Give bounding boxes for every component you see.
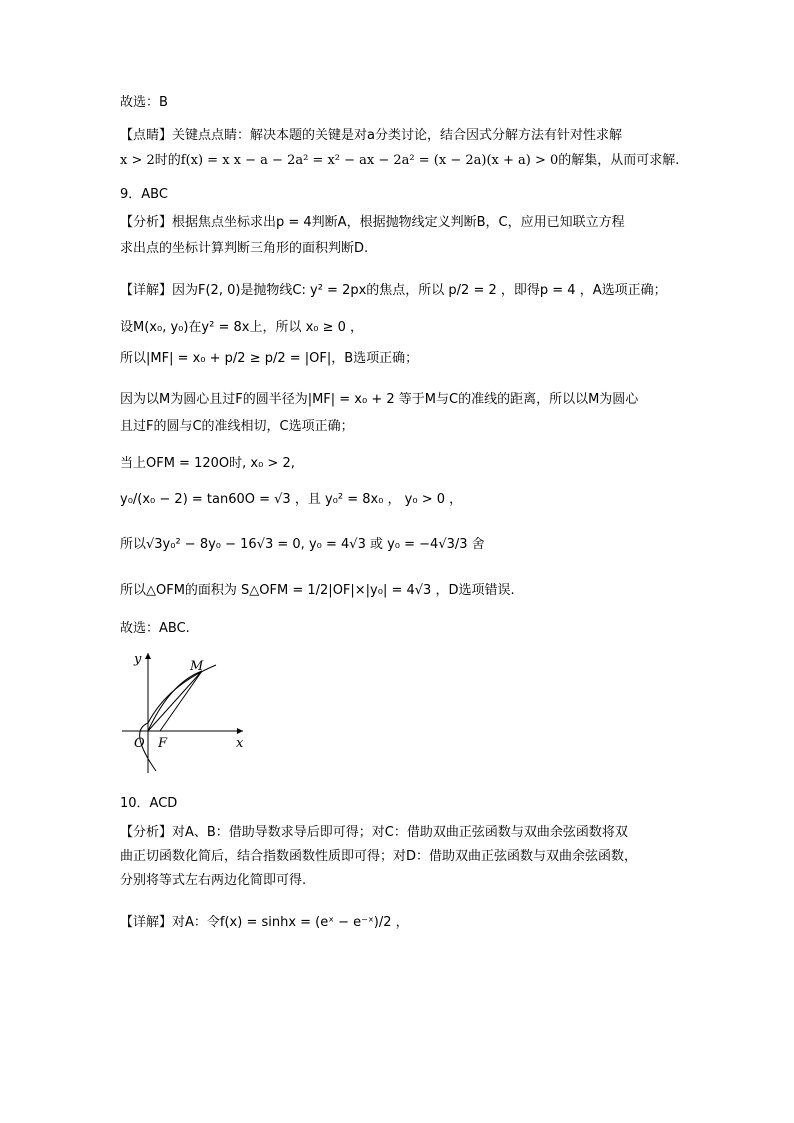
key-point-line-2: x > 2时的f(x) = x x − a − 2a² = x² − ax − 2a² = (x − 2a)(x + a) > 0的解集，从而可求解.	[120, 153, 680, 168]
answer-9: 故选：ABC.	[120, 621, 190, 636]
detail-9-line-5: 且过F的圆与C的准线相切，C选项正确；	[120, 419, 354, 434]
detail-9-line-4: 因为以M为圆心且过F的圆半径为|MF| = x₀ + 2 等于M与C的准线的距离，所以以M为圆心	[120, 392, 639, 407]
detail-9-line-8: 所以√3y₀² − 8y₀ − 16√3 = 0, y₀ = 4√3 或 y₀ = −4√3/3 舍	[120, 537, 485, 552]
detail-9-line-2: 设M(x₀, y₀)在y² = 8x上，所以 x₀ ≥ 0 ，	[120, 320, 364, 335]
detail-9-line-7: y₀/(x₀ − 2) = tan60O = √3 ，且 y₀² = 8x₀ ， y₀ > 0 ，	[120, 492, 463, 507]
analysis-9-line-2: 求出点的坐标计算判断三角形的面积判断D.	[120, 241, 369, 256]
detail-9-line-3: 所以|MF| = x₀ + p/2 ≥ p/2 = |OF|，B选项正确；	[120, 351, 419, 366]
point-m-label: M	[190, 659, 204, 674]
y-axis-arrow-icon	[145, 653, 151, 659]
x-axis-arrow-icon	[237, 728, 243, 734]
origin-label: O	[134, 736, 145, 751]
analysis-9-line-1: 【分析】根据焦点坐标求出p = 4判断A，根据抛物线定义判断B，C，应用已知联立方程	[120, 215, 625, 230]
parabola-figure	[118, 645, 253, 777]
question-9-heading: 9．ABC	[120, 187, 168, 202]
analysis-10-line-3: 分别将等式左右两边化简即可得.	[120, 873, 307, 888]
detail-10-line-1: 【详解】对A：令f(x) = sinhx = (eˣ − e⁻ˣ)/2 ，	[120, 915, 409, 930]
y-axis-label: y	[134, 652, 142, 667]
analysis-10-line-2: 曲正切函数化简后，结合指数函数性质即可得；对D：借助双曲正弦函数与双曲余弦函数，	[120, 849, 638, 864]
segment-om	[148, 671, 202, 731]
answer-8: 故选：B	[120, 95, 168, 110]
analysis-10-line-1: 【分析】对A、B：借助导数求导后即可得；对C：借助双曲正弦函数与双曲余弦函数将双	[120, 825, 628, 840]
detail-9-line-9: 所以△OFM的面积为 S△OFM = 1/2|OF|×|y₀| = 4√3 ，D选项错误.	[120, 583, 515, 598]
detail-9-line-1: 【详解】因为F(2, 0)是抛物线C: y² = 2px的焦点，所以 p/2 = 2 ，即得p = 4 ，A选项正确；	[120, 283, 667, 298]
parabola-curve	[140, 665, 216, 771]
segment-mf	[160, 671, 202, 731]
x-axis-label: x	[236, 736, 244, 751]
question-10-heading: 10．ACD	[120, 796, 178, 811]
detail-9-line-6: 当上OFM = 120O时, x₀ > 2,	[120, 456, 295, 471]
focus-label: F	[158, 736, 168, 751]
key-point-line-1: 【点睛】关键点点睛：解决本题的关键是对a分类讨论，结合因式分解方法有针对性求解	[120, 128, 622, 143]
